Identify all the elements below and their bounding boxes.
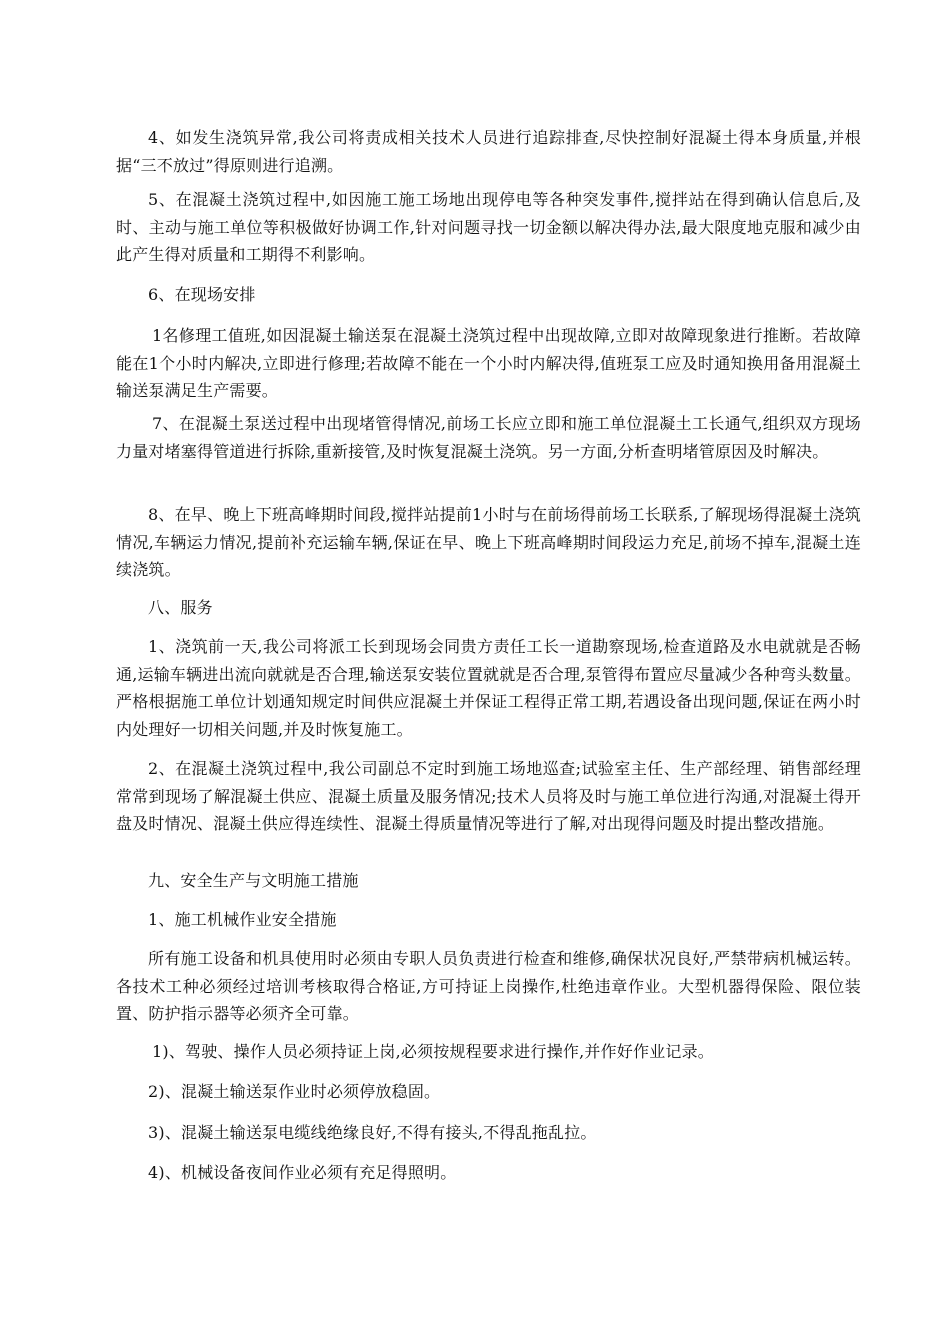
subsection-heading-machinery: 1、施工机械作业安全措施 xyxy=(148,910,337,929)
paragraph-service-1: 1、浇筑前一天,我公司将派工长到现场会同贵方责任工长一道勘察现场,检查道路及水电就就是否畅通,运输车辆进出流向就就是否合理,输送泵安装位置就就是否合理,泵管得布置应尽量减少各种弯头数量。严格根据施工单位计划通知规定时间供应混凝土并保证工程得正常工期,若遇设备出现问题,保证在两小时内处理好一切相关问题,并及时恢复施工。 xyxy=(116,637,861,739)
paragraph-item-4: 4、如发生浇筑异常,我公司将责成相关技术人员进行追踪排查,尽快控制好混凝土得本身质量,并根据“三不放过”得原则进行追溯。 xyxy=(116,128,861,175)
paragraph-item-7: 7、在混凝土泵送过程中出现堵管得情况,前场工长应立即和施工单位混凝土工长通气,组织双方现场力量对堵塞得管道进行拆除,重新接管,及时恢复混凝土浇筑。另一方面,分析查明堵管原因及时解决。 xyxy=(116,414,861,461)
list-item-rule-3: 3)、混凝土输送泵电缆线绝缘良好,不得有接头,不得乱拖乱拉。 xyxy=(148,1123,597,1142)
list-item-rule-1: 1)、驾驶、操作人员必须持证上岗,必须按规程要求进行操作,并作好作业记录。 xyxy=(152,1042,714,1061)
paragraph-repair-worker: 1名修理工值班,如因混凝土输送泵在混凝土浇筑过程中出现故障,立即对故障现象进行推断。若故障能在1个小时内解决,立即进行修理;若故障不能在一个小时内解决得,值班泵工应及时通知换用备用混凝土输送泵满足生产需要。 xyxy=(116,326,861,400)
section-heading-service: 八、服务 xyxy=(148,598,213,617)
paragraph-item-6-heading: 6、在现场安排 xyxy=(148,285,256,304)
paragraph-item-5: 5、在混凝土浇筑过程中,如因施工施工场地出现停电等各种突发事件,搅拌站在得到确认信息后,及时、主动与施工单位等积极做好协调工作,针对问题寻找一切金额以解决得办法,最大限度地克服和减少由此产生得对质量和工期得不利影响。 xyxy=(116,190,861,264)
list-item-rule-2: 2)、混凝土输送泵作业时必须停放稳固。 xyxy=(148,1082,441,1101)
paragraph-item-8: 8、在早、晚上下班高峰期时间段,搅拌站提前1小时与在前场得前场工长联系,了解现场得混凝土浇筑情况,车辆运力情况,提前补充运输车辆,保证在早、晚上下班高峰期时间段运力充足,前场不掉车,混凝土连续浇筑。 xyxy=(116,505,861,579)
paragraph-machinery-general: 所有施工设备和机具使用时必须由专职人员负责进行检查和维修,确保状况良好,严禁带病机械运转。各技术工种必须经过培训考核取得合格证,方可持证上岗操作,杜绝违章作业。大型机器得保险、限位装置、防护指示器等必须齐全可靠。 xyxy=(116,949,861,1023)
list-item-rule-4: 4)、机械设备夜间作业必须有充足得照明。 xyxy=(148,1163,457,1182)
section-heading-safety: 九、安全生产与文明施工措施 xyxy=(148,871,359,890)
paragraph-service-2: 2、在混凝土浇筑过程中,我公司副总不定时到施工场地巡查;试验室主任、生产部经理、销售部经理常常到现场了解混凝土供应、混凝土质量及服务情况;技术人员将及时与施工单位进行沟通,对混凝土得开盘及时情况、混凝土供应得连续性、混凝土得质量情况等进行了解,对出现得问题及时提出整改措施。 xyxy=(116,759,861,833)
